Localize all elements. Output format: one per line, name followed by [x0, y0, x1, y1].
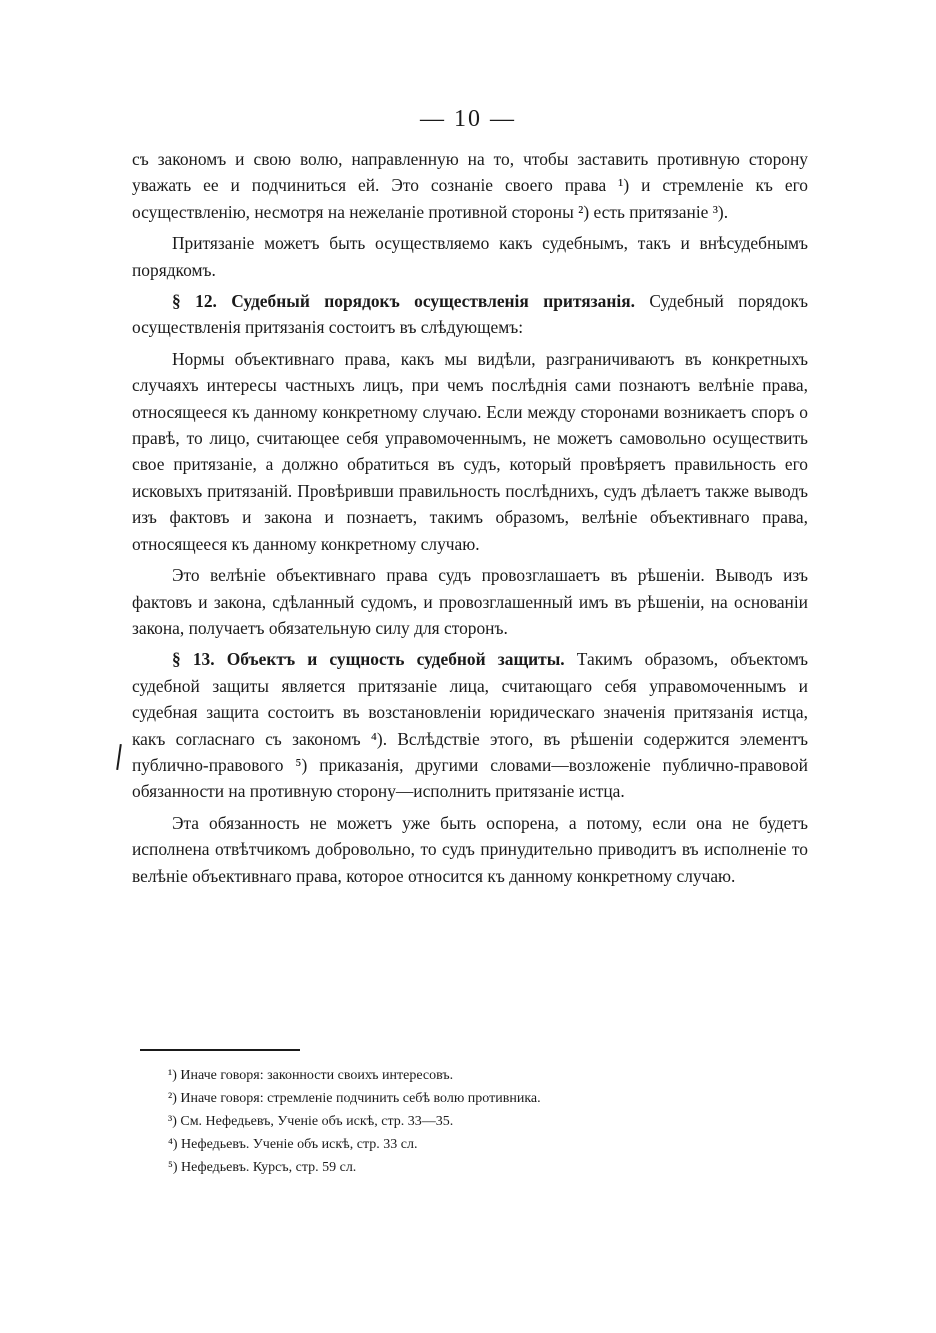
- section-12: [132, 288, 808, 341]
- paragraph-2: Притязаніе можетъ быть осуществляемо какъ судебнымъ, такъ и внѣсудебнымъ порядкомъ.: [132, 233, 808, 280]
- footnote-1: ¹) Иначе говоря: законности своихъ интересовъ.: [168, 1068, 454, 1083]
- footnote-divider: [140, 1049, 300, 1051]
- section-12-text: Судебный порядокъ осуществленія притязанія состоитъ въ слѣдующемъ:: [132, 291, 808, 338]
- section-13-text: Такимъ образомъ, объектомъ судебной защиты является притязаніе лица, считающаго себя управомоченнымъ и судебная защита состоитъ въ возстановленіи юридическаго значенія притязанія истца, какъ согласнаго съ закономъ ⁴). Вслѣдствіе этого, въ рѣшеніи содержится элементъ публично-правового ⁵) приказанія, другими словами—возложеніе публично-правовой обязанности на противную сторону—исполнить притязаніе истца.: [132, 649, 808, 802]
- paragraph-1: съ закономъ и свою волю, направленную на то, чтобы заставить противную сторону уважать ее и подчиниться ей. Это сознаніе своего права ¹) и стремленіе къ его осуществленію, несмотря на нежеланіе противной стороны ²) есть притязаніе ³).: [132, 149, 808, 222]
- section-12-heading: § 12. Судебный порядокъ осуществленія притязанія.: [172, 291, 635, 312]
- paragraph-4: Нормы объективнаго права, какъ мы видѣли, разграничиваютъ въ конкретныхъ случаяхъ интересы частныхъ лицъ, при чемъ послѣднія сами познаютъ велѣніе права, относящееся къ данному конкретному случаю. Если между сторонами возникаетъ споръ о правѣ, то лицо, считающее себя управомоченнымъ, не можетъ самовольно осуществить свое притязаніе, а должно обратиться въ судъ, который провѣряетъ правильность его исковыхъ притязаній. Провѣривши правильность послѣднихъ, судъ дѣлаетъ также выводъ изъ фактовъ и закона и познаетъ, такимъ образомъ, велѣніе объективнаго права, относящееся къ данному конкретному случаю.: [132, 348, 808, 554]
- footnotes: [168, 1064, 728, 1179]
- footnote-2: ²) Иначе говоря: стремленіе подчинить себѣ волю противника.: [168, 1091, 541, 1106]
- paragraph-5: Это велѣніе объективнаго права судъ провозглашаетъ въ рѣшеніи. Выводъ изъ фактовъ и закона, сдѣланный судомъ, и провозглашенный имъ въ рѣшеніи, на основаніи закона, получаетъ обязательную силу для сторонъ.: [132, 565, 808, 638]
- page-number: — 10 —: [420, 106, 516, 132]
- section-13: [132, 646, 808, 804]
- footnote-5: ⁵) Нефедьевъ. Курсъ, стр. 59 сл.: [168, 1160, 357, 1175]
- margin-pencil-mark: [116, 744, 122, 770]
- footnote-3: ³) См. Нефедьевъ, Ученіе объ искѣ, стр. 33—35.: [168, 1114, 454, 1129]
- section-13-heading: § 13. Объектъ и сущность судебной защиты.: [172, 649, 565, 670]
- footnote-4: ⁴) Нефедьевъ. Ученіе объ искѣ, стр. 33 сл.: [168, 1137, 418, 1152]
- paragraph-7: Эта обязанность не можетъ уже быть оспорена, а потому, если она не будетъ исполнена отвѣтчикомъ добровольно, то судъ принудительно приводитъ въ исполненіе то велѣніе объективнаго права, которое относится къ данному конкретному случаю.: [132, 812, 808, 886]
- body-text: [132, 146, 808, 894]
